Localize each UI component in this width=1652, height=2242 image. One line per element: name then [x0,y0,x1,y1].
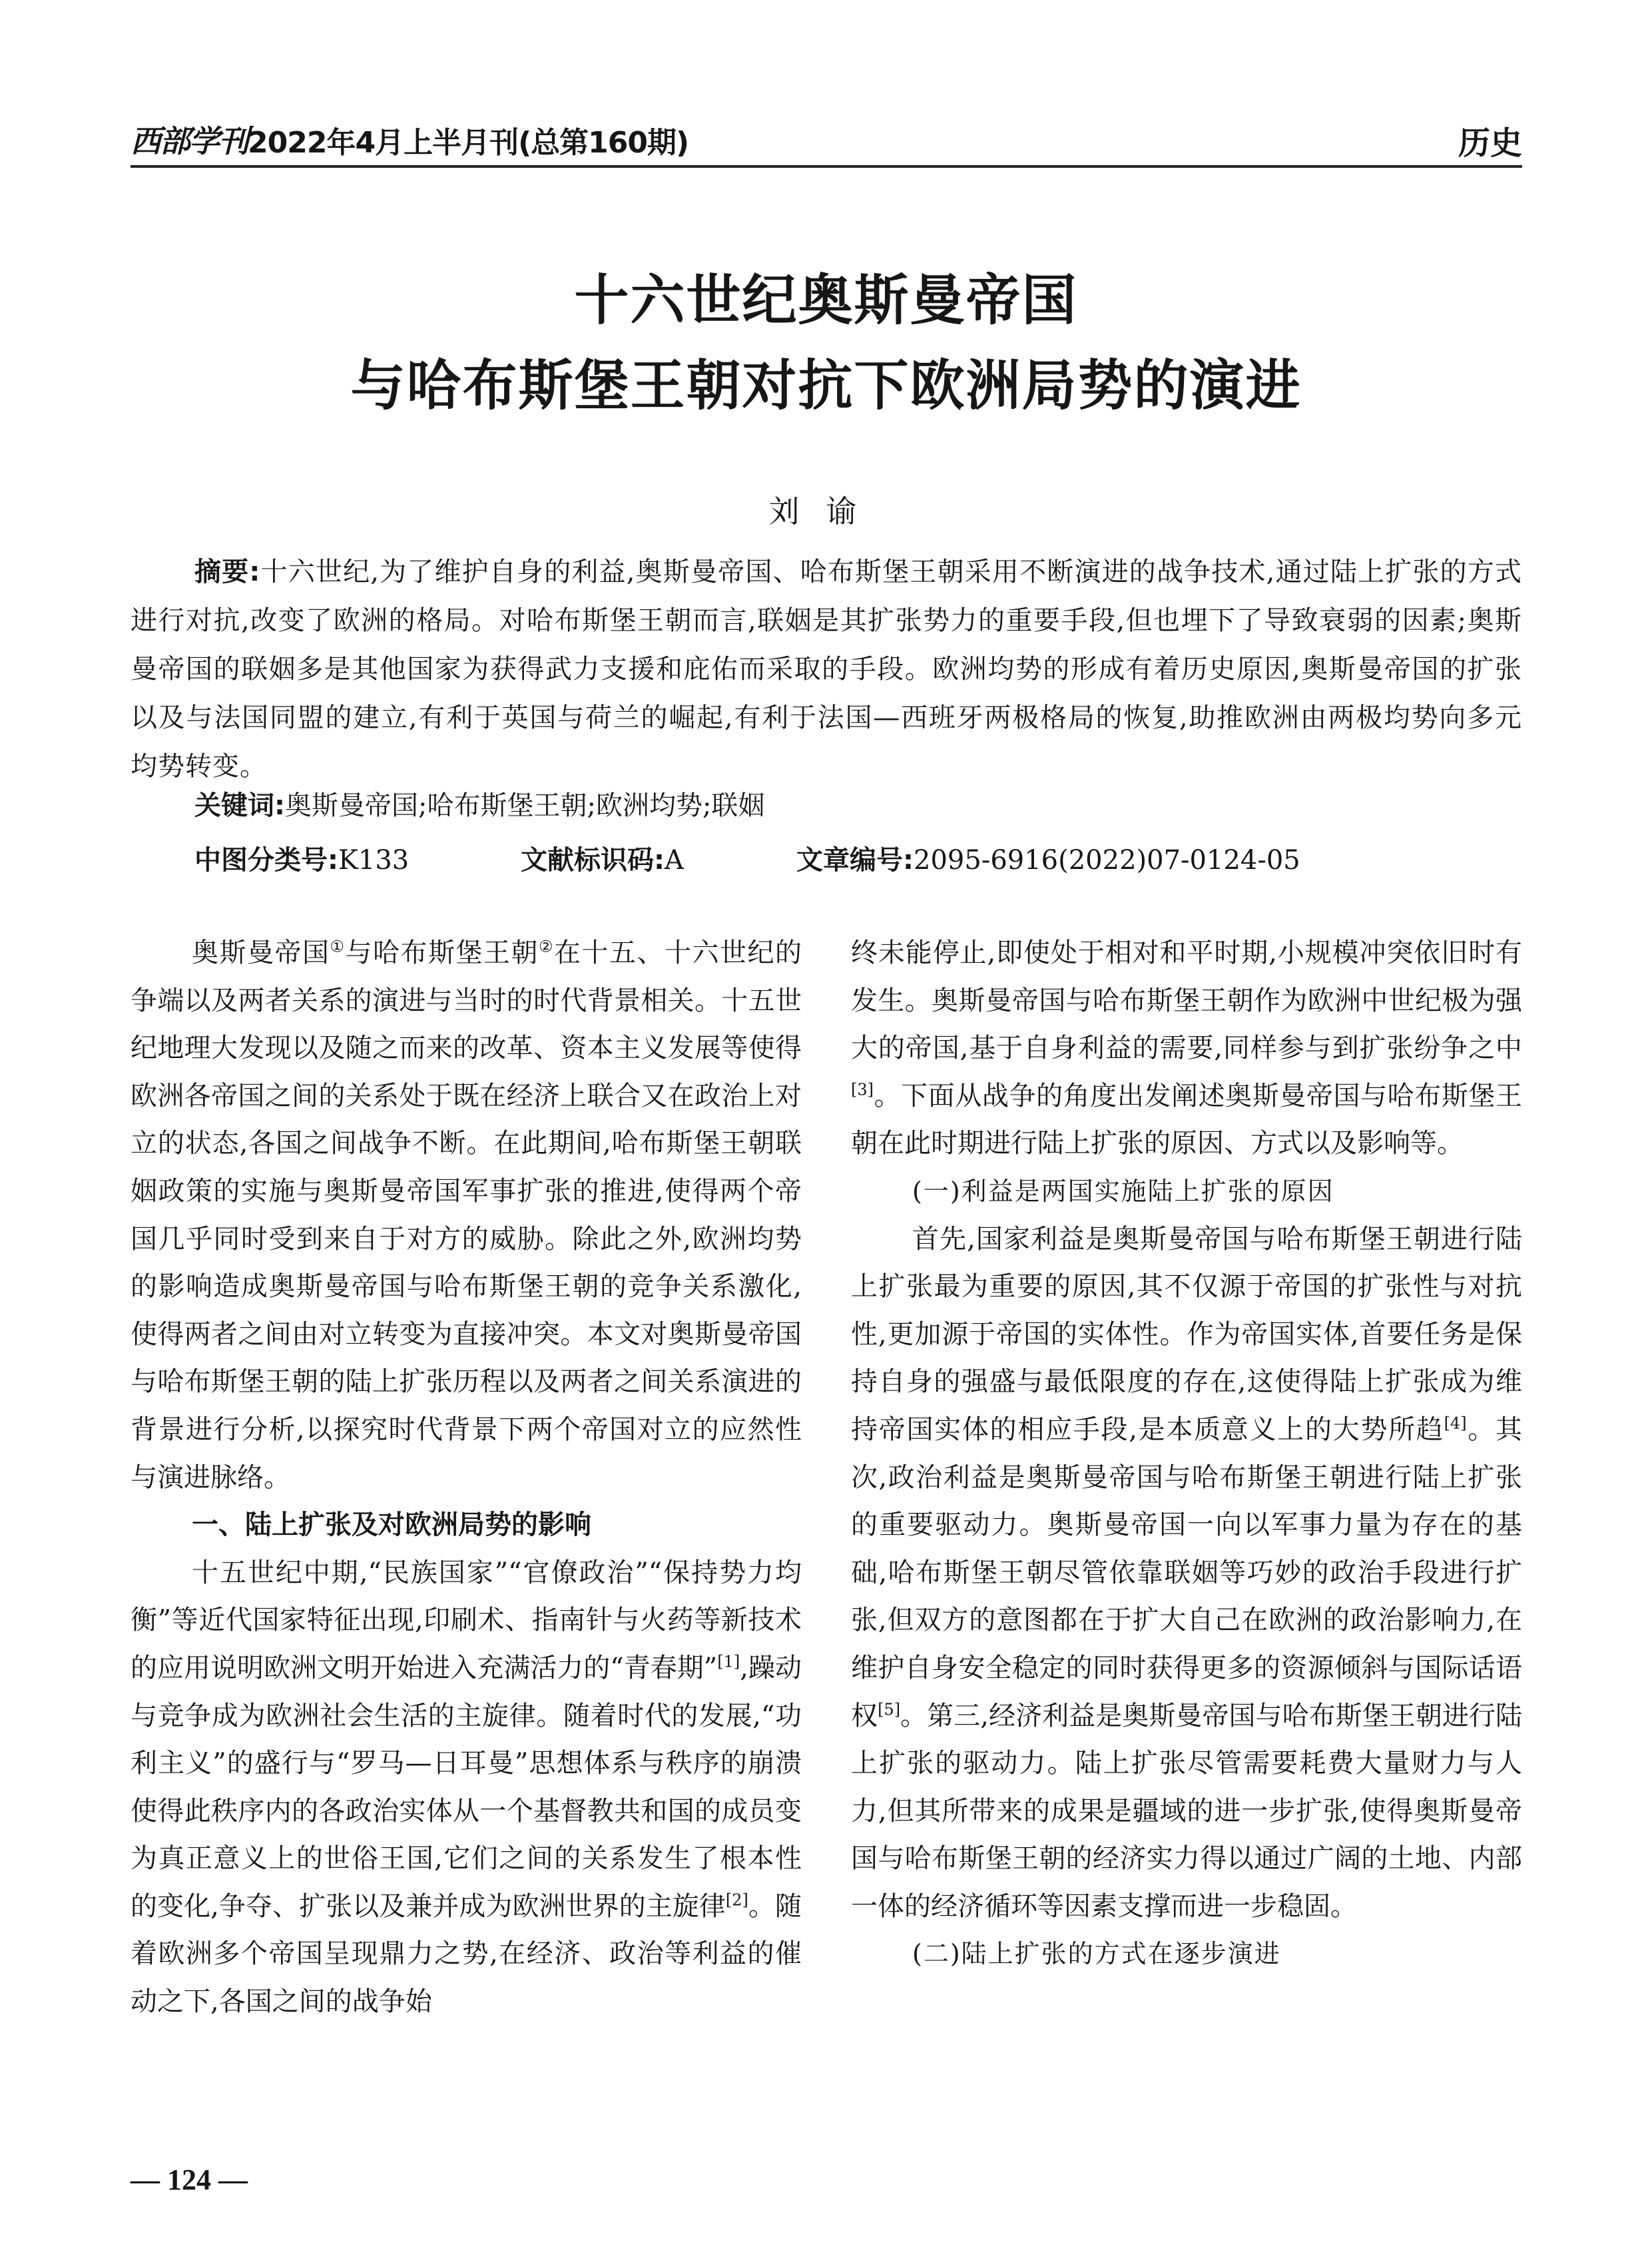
document-code-label: 文献标识码: [521,845,665,876]
body-paragraph [131,930,802,1502]
text-run: 奥斯曼帝国 [192,938,330,968]
page-number: — 124 — [131,2163,248,2196]
body-paragraph [851,930,1522,1168]
running-header [131,117,1522,162]
keywords [194,786,764,826]
body-column-right [851,930,1522,1978]
text-run: 与哈布斯堡王朝 [345,938,539,968]
article-number-value: 2095-6916(2022)07-0124-05 [914,845,1300,876]
section-label: 历史 [1458,125,1522,162]
text-run: 。第三,经济利益是奥斯曼帝国与哈布斯堡王朝进行陆上扩张的驱动力。陆上扩张尽管需要耗费大量财力与人力,但其所带来的成果是疆域的进一步扩张,使得奥斯曼帝国与哈布斯堡王朝的经济实力得以通过广阔的土地、内部一体的经济循环等因素支撑而进一步稳固。 [851,1700,1523,1922]
subsection-heading: (二)陆上扩张的方式在逐步演进 [912,1939,1281,1969]
article-title-line-2: 与哈布斯堡王朝对抗下欧洲局势的演进 [350,354,1302,418]
section-heading: 一、陆上扩张及对欧洲局势的影响 [192,1510,591,1541]
text-run: 十五世纪中期,“民族国家”“官僚政治”“保持势力均衡”等近代国家特征出现,印刷术、指南针与火药等新技术的应用说明欧洲文明开始进入充满活力的“青春期” [131,1557,802,1683]
clc-value: K133 [338,845,410,876]
article-title-line-1: 十六世纪奥斯曼帝国 [574,268,1078,332]
text-run: ,躁动与竞争成为欧洲社会生活的主旋律。随着时代的发展,“功利主义”的盛行与“罗马—日耳曼”思想体系与秩序的崩溃使得此秩序内的各政治实体从一个基督教共和国的成员变为真正意义上的世俗王国,它们之间的关系发生了根本性的变化,争夺、扩张以及兼并成为欧洲世界的主旋律 [131,1652,802,1922]
subsection-heading: (一)利益是两国实施陆上扩张的原因 [912,1176,1334,1206]
author-name: 刘谕 [768,493,884,529]
footnote-marker: ② [539,937,555,956]
issue-info: 2022年4月上半月刊(总第160期) [248,126,689,160]
citation-marker: [5] [878,1700,901,1719]
text-run: 终未能停止,即使处于相对和平时期,小规模冲突依旧时有发生。奥斯曼帝国与哈布斯堡王朝作为欧洲中世纪极为强大的帝国,基于自身利益的需要,同样参与到扩张纷争之中 [851,938,1522,1064]
document-code-value: A [665,845,684,876]
abstract [131,548,1522,791]
article-number [796,840,1300,880]
footnote-marker: ① [330,937,346,956]
clc-label: 中图分类号: [194,845,338,876]
abstract-label: 摘要: [194,557,261,587]
text-run: 。其次,政治利益是奥斯曼帝国与哈布斯堡王朝进行陆上扩张的重要驱动力。奥斯曼帝国一向以军事力量为存在的基础,哈布斯堡王朝尽管依靠联姻等巧妙的政治手段进行扩张,但双方的意图都在于扩大自己在欧洲的政治影响力,在维护自身安全稳定的同时获得更多的资源倾斜与国际话语权 [851,1414,1523,1731]
citation-marker: [4] [1444,1414,1467,1433]
body-paragraph [131,1549,802,2026]
header-divider [131,165,1522,168]
document-code [521,840,684,880]
citation-marker: [1] [717,1652,740,1671]
body-column-left [131,930,802,2026]
text-run: 。下面从战争的角度出发阐述奥斯曼帝国与哈布斯堡王朝在此时期进行陆上扩张的原因、方式以及影响等。 [851,1080,1522,1159]
text-run: 首先,国家利益是奥斯曼帝国与哈布斯堡王朝进行陆上扩张最为重要的原因,其不仅源于帝国的扩张性与对抗性,更加源于帝国的实体性。作为帝国实体,首要任务是保持自身的强盛与最低限度的存在,这使得陆上扩张成为维持帝国实体的相应手段,是本质意义上的大势所趋 [851,1223,1522,1445]
clc-number [194,840,409,880]
text-run: 。随着欧洲多个帝国呈现鼎力之势,在经济、政治等利益的催动之下,各国之间的战争始 [131,1890,802,2018]
citation-marker: [2] [725,1890,748,1910]
text-run: 在十五、十六世纪的争端以及两者关系的演进与当时的时代背景相关。十五世纪地理大发现以及随之而来的改革、资本主义发展等使得欧洲各帝国之间的关系处于既在经济上联合又在政治上对立的状态,各国之间战争不断。在此期间,哈布斯堡王朝联姻政策的实施与奥斯曼帝国军事扩张的推进,使得两个帝国几乎同时受到来自于对方的威胁。除此之外,欧洲均势的影响造成奥斯曼帝国与哈布斯堡王朝的竞争关系激化,使得两者之间由对立转变为直接冲突。本文对奥斯曼帝国与哈布斯堡王朝的陆上扩张历程以及两者之间关系演进的背景进行分析,以探究时代背景下两个帝国对立的应然性与演进脉络。 [131,938,802,1493]
keywords-label: 关键词: [194,790,285,821]
body-paragraph [851,1216,1522,1931]
citation-marker: [3] [851,1080,874,1099]
journal-logo: 西部学刊 [131,123,248,159]
abstract-text: 十六世纪,为了维护自身的利益,奥斯曼帝国、哈布斯堡王朝采用不断演进的战争技术,通过陆上扩张的方式进行对抗,改变了欧洲的格局。对哈布斯堡王朝而言,联姻是其扩张势力的重要手段,但也埋下了导致衰弱的因素;奥斯曼帝国的联姻多是其他国家为获得武力支援和庇佑而采取的手段。欧洲均势的形成有着历史原因,奥斯曼帝国的扩张以及与法国同盟的建立,有利于英国与荷兰的崛起,有利于法国—西班牙两极格局的恢复,助推欧洲由两极均势向多元均势转变。 [131,557,1522,782]
article-number-label: 文章编号: [796,845,914,876]
keywords-text: 奥斯曼帝国;哈布斯堡王朝;欧洲均势;联姻 [285,790,765,821]
